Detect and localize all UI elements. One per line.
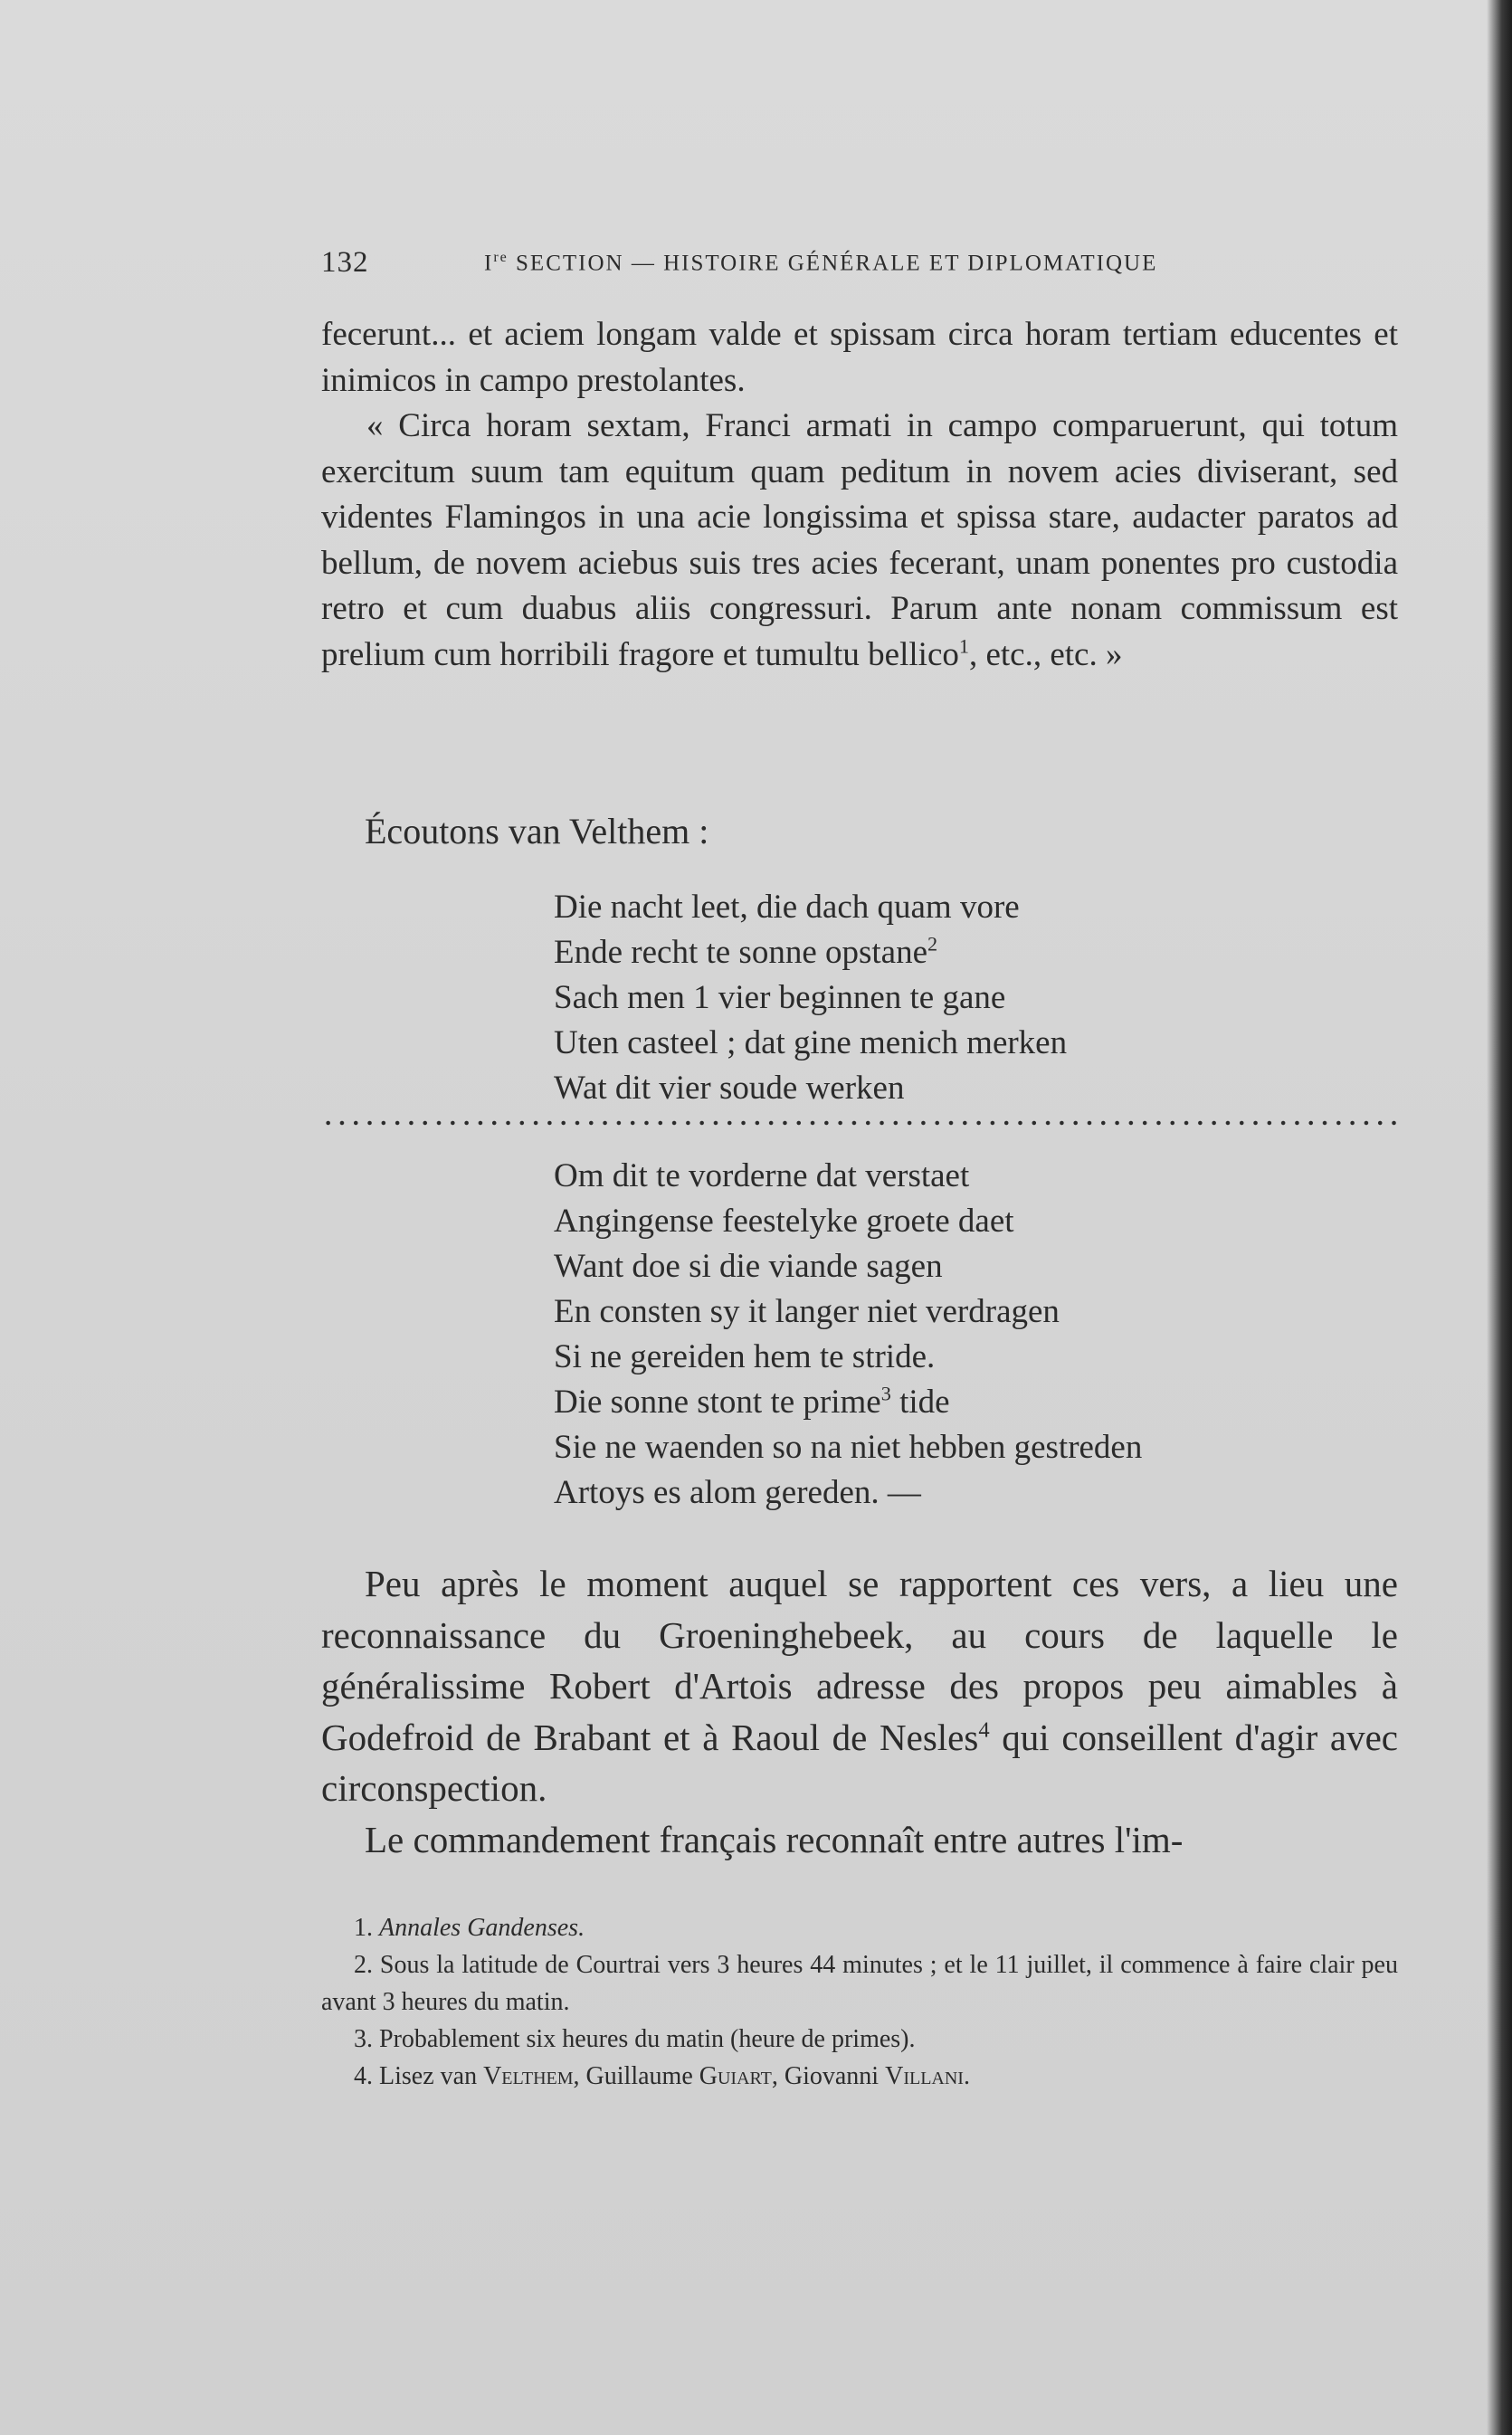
verse-line-text: Die sonne stont te prime — [554, 1384, 881, 1421]
latin-paragraph-2-text: « Circa horam sextam, Franci armati in campo comparuerunt, qui totum exercitum suum tam equitum quam peditum in novem acies diviserant, sed videntes Flamingos in una acie longissima et spissa stare, audacter paratos ad bellum, de novem aciebus suis tres acies fecerant, unam ponentes pro custodia retro et cum duabus aliis congressuri. Parum ante nonam commissum est prelium cum horribili fragore et tumultu bellico — [321, 407, 1398, 673]
footnote-text-separator: , Guillaume — [573, 2062, 693, 2090]
verse-stanza-1-line — [554, 885, 1067, 930]
running-title — [484, 250, 1157, 276]
verse-line-text: Sach men 1 vier beginnen te gane — [554, 979, 1006, 1016]
verse-line-text: Uten casteel ; dat gine menich merken — [554, 1024, 1068, 1061]
footnote-text-separator: , Giovanni — [771, 2062, 880, 2090]
footnote-ref-3[interactable]: 3 — [880, 1382, 891, 1405]
verse-line-text: Die nacht leet, die dach quam vore — [554, 889, 1020, 926]
verse-line-text-after: tide — [890, 1384, 950, 1421]
french-paragraph-1-end: qui conseillent d'agir avec circonspection. — [321, 1716, 1399, 1809]
running-title-text: SECTION — HISTOIRE GÉNÉRALE ET DIPLOMATIQUE — [516, 251, 1158, 276]
main-text — [321, 1558, 1398, 1865]
page-number: 132 — [321, 246, 369, 279]
verse-stanza-2 — [554, 1154, 1142, 1516]
ellipsis-dotted-line — [321, 1120, 1398, 1126]
verse-stanza-2-line — [554, 1380, 1142, 1425]
footnote-ref-1[interactable]: 1 — [958, 634, 969, 658]
page-edge-shadow — [1487, 0, 1512, 2435]
verse-stanza-2-line — [554, 1425, 1142, 1470]
verse-stanza-1-line — [554, 930, 1067, 975]
footnote-text: Lisez van — [379, 2062, 478, 2090]
footnote-3 — [321, 2021, 1398, 2058]
author-guiart: Guiart — [699, 2062, 772, 2090]
footnote-4 — [321, 2058, 1398, 2095]
verse-stanza-2-line — [554, 1470, 1142, 1516]
latin-quotation — [321, 312, 1398, 678]
verse-stanza-2-line — [554, 1244, 1142, 1289]
footnote-1 — [321, 1909, 1398, 1946]
section-prefix: I — [484, 251, 494, 276]
latin-paragraph-2-end: , etc., etc. » — [968, 635, 1123, 673]
verse-line-text: Angingense feestelyke groete daet — [554, 1203, 1014, 1240]
footnote-number: 2. — [354, 1951, 373, 1979]
footnote-number: 4. — [354, 2062, 373, 2090]
verse-stanza-1-line — [554, 1021, 1067, 1066]
verse-line-text: Want doe si die viande sagen — [554, 1248, 943, 1285]
footnote-text-end: . — [963, 2062, 970, 2090]
verse-line-text: Om dit te vorderne dat verstaet — [554, 1157, 970, 1194]
footnotes — [321, 1909, 1398, 2095]
latin-paragraph-2 — [321, 404, 1398, 678]
verse-line-text: Sie ne waenden so na niet hebben gestreden — [554, 1429, 1143, 1466]
verse-line-text: Ende recht te sonne opstane — [554, 934, 928, 971]
verse-intro: Écoutons van Velthem : — [365, 811, 709, 851]
footnote-ref-4[interactable]: 4 — [978, 1717, 990, 1742]
footnote-ref-2[interactable]: 2 — [927, 932, 938, 956]
french-paragraph-2: Le commandement français reconnaît entre autres l'im- — [365, 1818, 1184, 1860]
verse-stanza-1-line — [554, 1066, 1067, 1111]
verse-line-text: Si ne gereiden hem te stride. — [554, 1338, 936, 1375]
verse-stanza-2-line — [554, 1199, 1142, 1244]
french-paragraph-1-text: Peu après le moment auquel se rapportent ces vers, a lieu une reconnaissance du Groeninghebeek, au cours de laquelle le généralissime Robert d'Artois adresse des propos peu aimables à Godefroid de Brabant et à Raoul de Nesles — [321, 1563, 1398, 1758]
footnote-text: Sous la latitude de Courtrai vers 3 heures 44 minutes ; et le 11 juillet, il commence à faire clair peu avant 3 heures du matin. — [321, 1951, 1398, 2016]
running-header — [321, 246, 1398, 286]
latin-paragraph-1: fecerunt... et aciem longam valde et spissam circa horam tertiam educentes et inimicos in campo prestolantes. — [321, 316, 1398, 399]
section-suffix: re — [493, 250, 509, 265]
verse-stanza-1 — [554, 885, 1067, 1111]
author-villani: Villani — [885, 2062, 964, 2090]
verse-stanza-2-line — [554, 1154, 1142, 1199]
verse-line-text: Wat dit vier soude werken — [554, 1070, 905, 1107]
footnote-number: 1. — [354, 1914, 373, 1942]
french-paragraph-1 — [321, 1558, 1398, 1814]
footnote-2 — [321, 1946, 1398, 2021]
verse-line-text: En consten sy it langer niet verdragen — [554, 1293, 1060, 1330]
verse-line-text: Artoys es alom gereden. — — [554, 1474, 921, 1511]
author-velthem: Velthem — [483, 2062, 574, 2090]
verse-stanza-2-line — [554, 1289, 1142, 1335]
footnote-number: 3. — [354, 2025, 373, 2053]
footnote-text: Probablement six heures du matin (heure de primes). — [379, 2025, 916, 2053]
verse-stanza-1-line — [554, 975, 1067, 1021]
verse-stanza-2-line — [554, 1335, 1142, 1380]
footnote-text: Annales Gandenses. — [379, 1914, 585, 1942]
